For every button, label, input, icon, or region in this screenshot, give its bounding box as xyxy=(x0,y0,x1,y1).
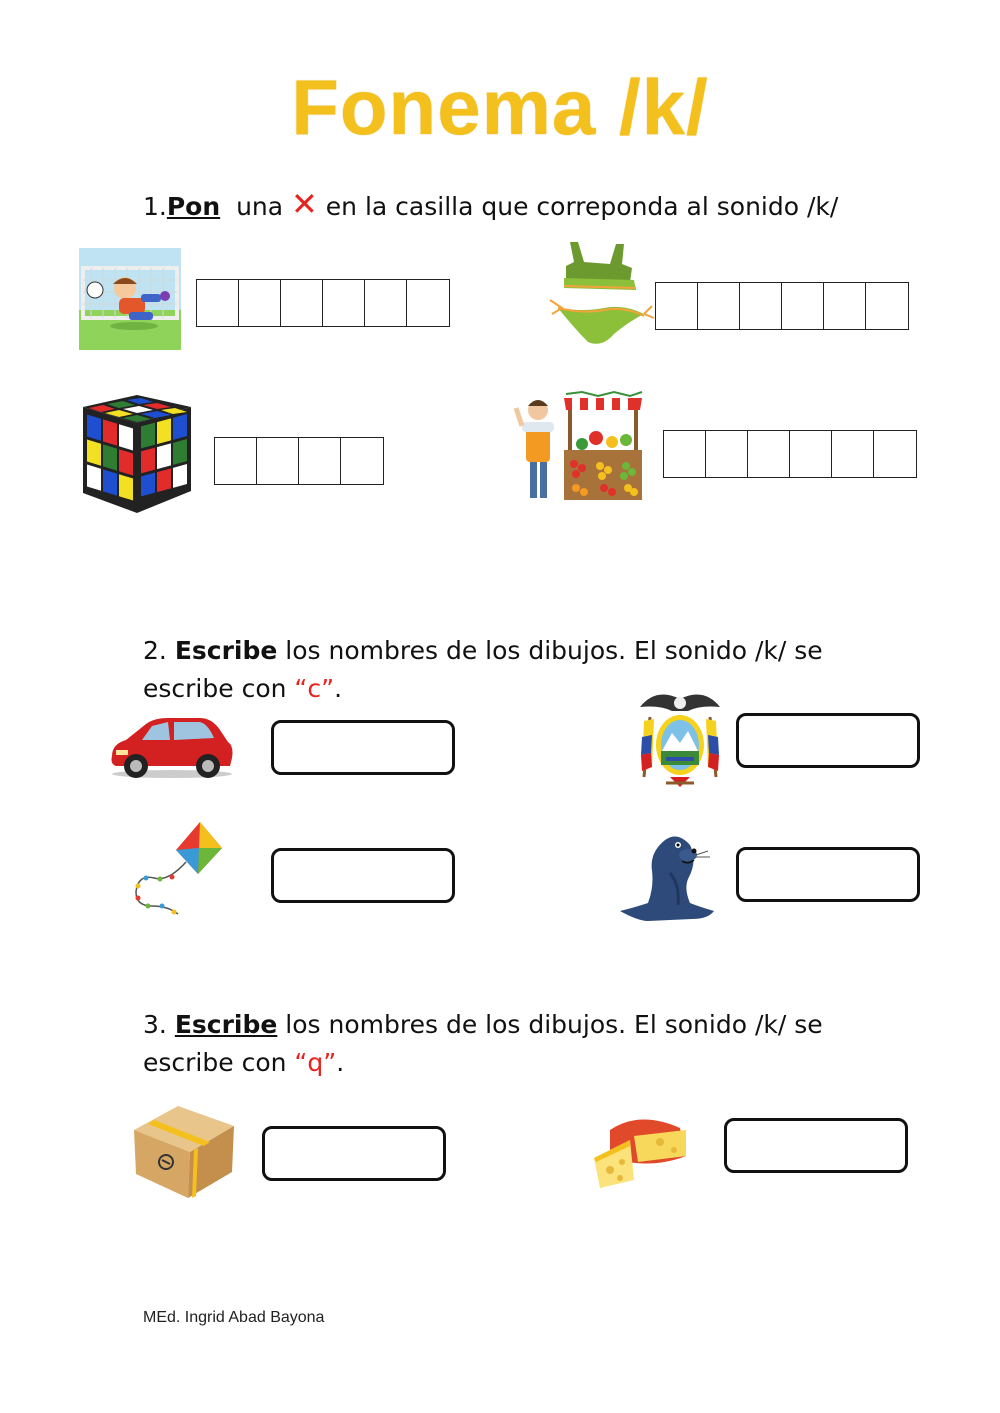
letter-cells xyxy=(663,430,917,478)
highlight-letter: “c” xyxy=(294,674,335,703)
letter-cell[interactable] xyxy=(341,438,383,484)
letter-cell[interactable] xyxy=(748,431,790,477)
instruction-number: 3. xyxy=(143,1010,167,1039)
letter-cell[interactable] xyxy=(874,431,916,477)
letter-cell[interactable] xyxy=(656,283,698,329)
letter-cell[interactable] xyxy=(281,280,323,326)
letter-cell[interactable] xyxy=(790,431,832,477)
letter-cell[interactable] xyxy=(824,283,866,329)
x-mark-icon: ✕ xyxy=(291,185,318,223)
instruction-text: los nombres de los dibujos. El sonido /k/ se xyxy=(285,1010,823,1039)
letter-cells xyxy=(655,282,909,330)
answer-box-kite[interactable] xyxy=(271,848,455,903)
rubiks-cube-icon xyxy=(79,393,195,515)
letter-cell[interactable] xyxy=(698,283,740,329)
instruction-text: una xyxy=(236,192,284,221)
letter-cell[interactable] xyxy=(365,280,407,326)
letter-cell[interactable] xyxy=(740,283,782,329)
instruction-number: 2. xyxy=(143,636,167,665)
instruction-3 xyxy=(143,1006,863,1082)
answer-box-cheese[interactable] xyxy=(724,1118,908,1173)
letter-cell[interactable] xyxy=(706,431,748,477)
letter-cell[interactable] xyxy=(832,431,874,477)
ecuador-coat-of-arms-icon xyxy=(636,687,724,797)
instruction-text: escribe con xyxy=(143,674,287,703)
instruction-text: en la casilla que correponda al sonido /k/ xyxy=(325,192,839,221)
answer-box-car[interactable] xyxy=(271,720,455,775)
instruction-text: . xyxy=(336,1048,345,1077)
instruction-2 xyxy=(143,632,863,708)
car-icon xyxy=(108,710,236,780)
instruction-number: 1. xyxy=(143,192,167,221)
instruction-text: . xyxy=(334,674,343,703)
box-icon xyxy=(132,1102,236,1200)
kite-icon xyxy=(128,822,224,918)
page-title: Fonema /k/ xyxy=(291,63,709,151)
letter-cell[interactable] xyxy=(407,280,449,326)
author-credit: MEd. Ingrid Abad Bayona xyxy=(143,1309,325,1326)
instruction-verb: Pon xyxy=(166,192,221,221)
highlight-letter: “q” xyxy=(294,1048,337,1077)
instruction-text: los nombres de los dibujos. El sonido /k/ se xyxy=(285,636,823,665)
letter-cell[interactable] xyxy=(664,431,706,477)
instruction-text: escribe con xyxy=(143,1048,287,1077)
instruction-verb: Escribe xyxy=(174,1010,278,1039)
goalkeeper-icon xyxy=(79,248,181,350)
letter-cell[interactable] xyxy=(197,280,239,326)
answer-box-sea-lion[interactable] xyxy=(736,847,920,902)
instruction-1 xyxy=(143,185,838,226)
instruction-verb: Escribe xyxy=(174,636,278,665)
letter-cell[interactable] xyxy=(299,438,341,484)
market-stall-icon xyxy=(512,388,648,506)
letter-cell[interactable] xyxy=(866,283,908,329)
letter-cells xyxy=(196,279,450,327)
cheese-icon xyxy=(590,1110,692,1192)
letter-cells xyxy=(214,437,384,485)
answer-box-box[interactable] xyxy=(262,1126,446,1181)
letter-cell[interactable] xyxy=(782,283,824,329)
answer-box-coat-of-arms[interactable] xyxy=(736,713,920,768)
bikini-icon xyxy=(544,238,656,356)
letter-cell[interactable] xyxy=(257,438,299,484)
sea-lion-icon xyxy=(618,827,718,927)
letter-cell[interactable] xyxy=(323,280,365,326)
letter-cell[interactable] xyxy=(215,438,257,484)
letter-cell[interactable] xyxy=(239,280,281,326)
